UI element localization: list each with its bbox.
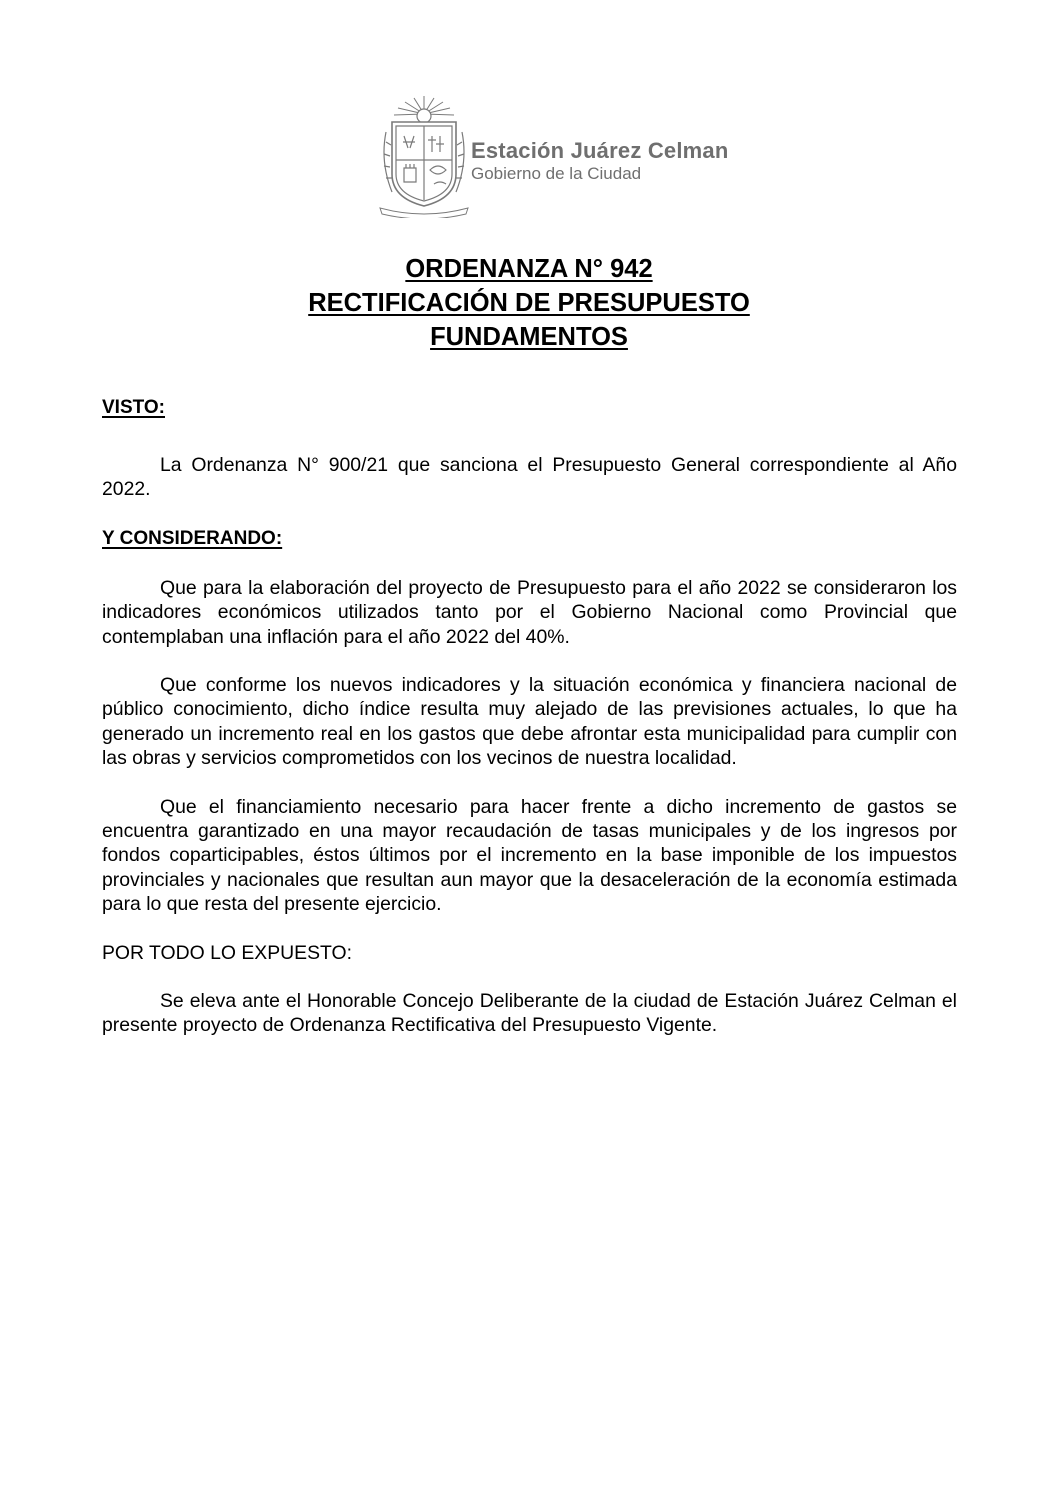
title-subject: RECTIFICACIÓN DE PRESUPUESTO xyxy=(308,289,750,317)
brand xyxy=(471,138,729,184)
municipal-crest-icon xyxy=(378,92,470,218)
brand-name: Estación Juárez Celman xyxy=(471,138,729,163)
considerando-paragraph-2: Que conforme los nuevos indicadores y la situación económica y financiera nacional de público conocimiento, dicho índice resulta muy alejado de las previsiones actuales, lo que ha generado un incremento real en los gastos que debe afrontar esta municipalidad para cumplir con las obras y servicios comprometidos con los vecinos de nuestra localidad. xyxy=(102,674,957,770)
expuesto-paragraph: Se eleva ante el Honorable Concejo Deliberante de la ciudad de Estación Juárez Celman el presente proyecto de Ordenanza Rectificativa del Presupuesto Vigente. xyxy=(102,989,957,1037)
document-body xyxy=(102,396,957,1038)
visto-heading: VISTO: xyxy=(102,397,165,418)
letterhead xyxy=(378,92,738,220)
title-section: FUNDAMENTOS xyxy=(430,323,628,351)
title-ordinance-number: ORDENANZA N° 942 xyxy=(405,255,653,283)
considerando-paragraph-3: Que el financiamiento necesario para hacer frente a dicho incremento de gastos se encuentra garantizado en una mayor recaudación de tasas municipales y de los ingresos por fondos coparticipables, éstos últimos por el incremento en la base imponible de los impuestos provinciales y nacionales que resultan aun mayor que la desaceleración de la economía estimada para lo que resta del presente ejercicio. xyxy=(102,795,957,916)
expuesto-heading: POR TODO LO EXPUESTO: xyxy=(102,941,352,964)
document-title xyxy=(0,252,1058,354)
visto-paragraph: La Ordenanza N° 900/21 que sanciona el Presupuesto General correspondiente al Año 2022. xyxy=(102,454,957,501)
considerando-heading: Y CONSIDERANDO: xyxy=(102,527,283,549)
brand-subtitle: Gobierno de la Ciudad xyxy=(471,164,642,183)
considerando-paragraph-1: Que para la elaboración del proyecto de Presupuesto para el año 2022 se consideraron los indicadores económicos utilizados tanto por el Gobierno Nacional como Provincial que contemplaban una inflación para el año 2022 del 40%. xyxy=(102,576,957,648)
